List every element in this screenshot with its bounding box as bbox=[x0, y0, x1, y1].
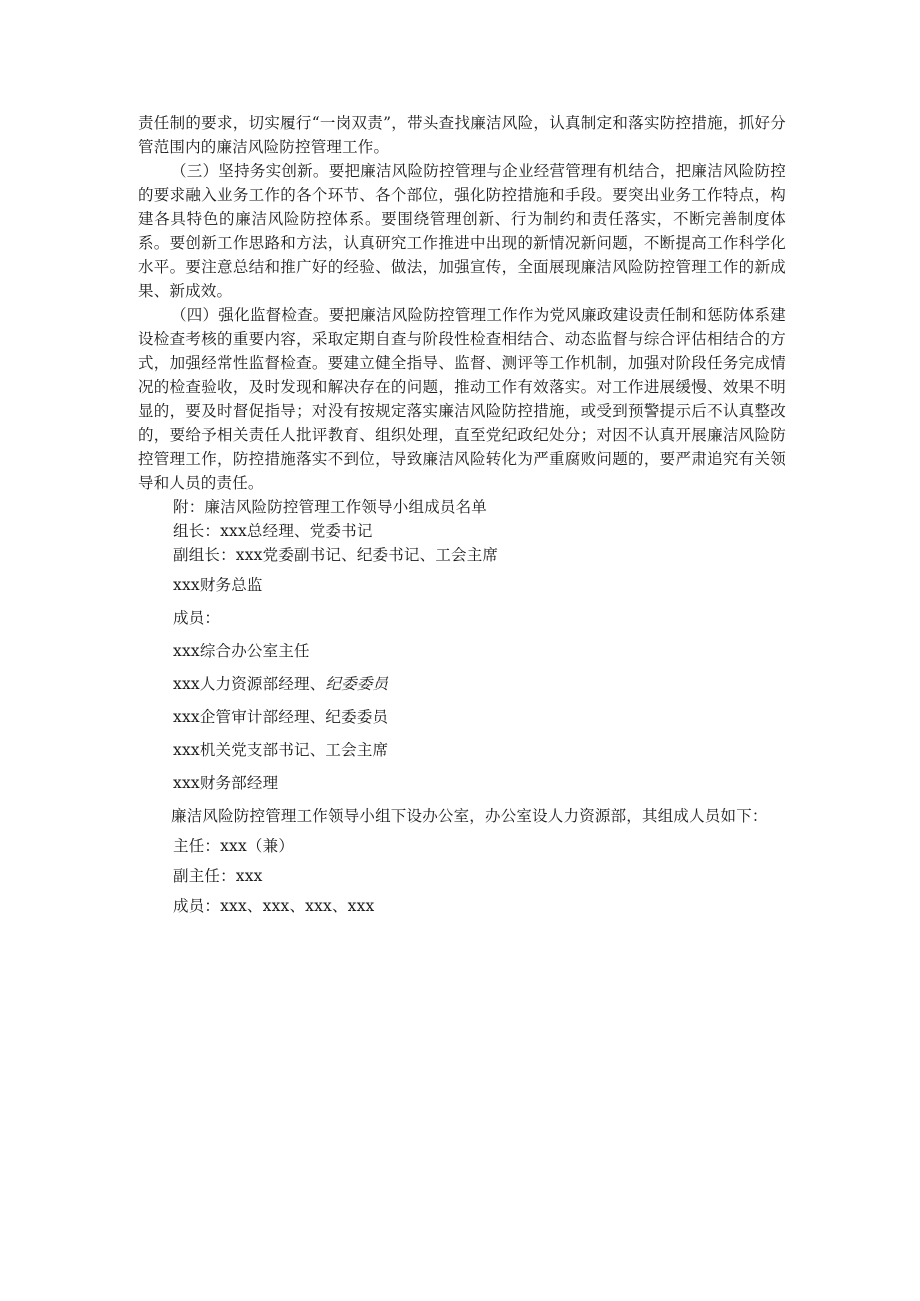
office-members: 成员：xxx、xxx、xxx、xxx bbox=[173, 897, 375, 915]
group-deputy-leader: 副组长：xxx党委副书记、纪委书记、工会主席 bbox=[173, 546, 499, 564]
member-item-italic-suffix: 纪委委员 bbox=[325, 675, 389, 693]
paragraph-continuation: 责任制的要求，切实履行“一岗双责”，带头查找廉洁风险，认真制定和落实防控措施，抓好分管范围内的廉洁风险防控管理工作。 bbox=[138, 114, 786, 156]
office-director: 主任：xxx（兼） bbox=[173, 837, 295, 855]
member-item: xxx企管审计部经理、纪委委员 bbox=[173, 708, 389, 726]
member-item bbox=[138, 672, 786, 696]
paragraph-section-four: （四）强化监督检查。要把廉洁风险防控管理工作作为党风廉政建设责任制和惩防体系建设检查考核的重要内容，采取定期自查与阶段性检查相结合、动态监督与综合评估相结合的方式，加强经常性监督检查。要建立健全指导、监督、测评等工作机制，加强对阶段任务完成情况的检查验收，及时发现和解决存在的问题，推动工作有效落实。对工作进展缓慢、效果不明显的，要及时督促指导；对没有按规定落实廉洁风险防控措施，或受到预警提示后不认真整改的，要给予相关责任人批评教育、组织处理，直至党纪政纪处分；对因不认真开展廉洁风险防控管理工作，防控措施落实不到位，导致廉洁风险转化为严重腐败问题的，要严肃追究有关领导和人员的责任。 bbox=[138, 306, 786, 492]
paragraph-section-three: （三）坚持务实创新。要把廉洁风险防控管理与企业经营管理有机结合，把廉洁风险防控的要求融入业务工作的各个环节、各个部位，强化防控措施和手段。要突出业务工作特点，构建各具特色的廉洁风险防控体系。要围绕管理创新、行为制约和责任落实，不断完善制度体系。要创新工作思路和方法，认真研究工作推进中出现的新情况新问题，不断提高工作科学化水平。要注意总结和推广好的经验、做法，加强宣传，全面展现廉洁风险防控管理工作的新成果、新成效。 bbox=[138, 162, 786, 300]
member-item-text: xxx人力资源部经理、 bbox=[173, 675, 326, 693]
office-deputy-director: 副主任：xxx bbox=[173, 867, 263, 885]
member-item: xxx综合办公室主任 bbox=[173, 642, 310, 660]
group-leader: 组长：xxx总经理、党委书记 bbox=[173, 522, 373, 540]
document-page bbox=[138, 111, 786, 918]
group-deputy-leader-2: xxx财务总监 bbox=[173, 576, 263, 594]
office-note: 廉洁风险防控管理工作领导小组下设办公室，办公室设人力资源部，其组成人员如下： bbox=[171, 807, 768, 825]
appendix-title: 附：廉洁风险防控管理工作领导小组成员名单 bbox=[173, 498, 488, 516]
member-item: xxx财务部经理 bbox=[173, 774, 279, 792]
members-label: 成员： bbox=[173, 609, 221, 627]
member-item: xxx机关党支部书记、工会主席 bbox=[173, 741, 389, 759]
